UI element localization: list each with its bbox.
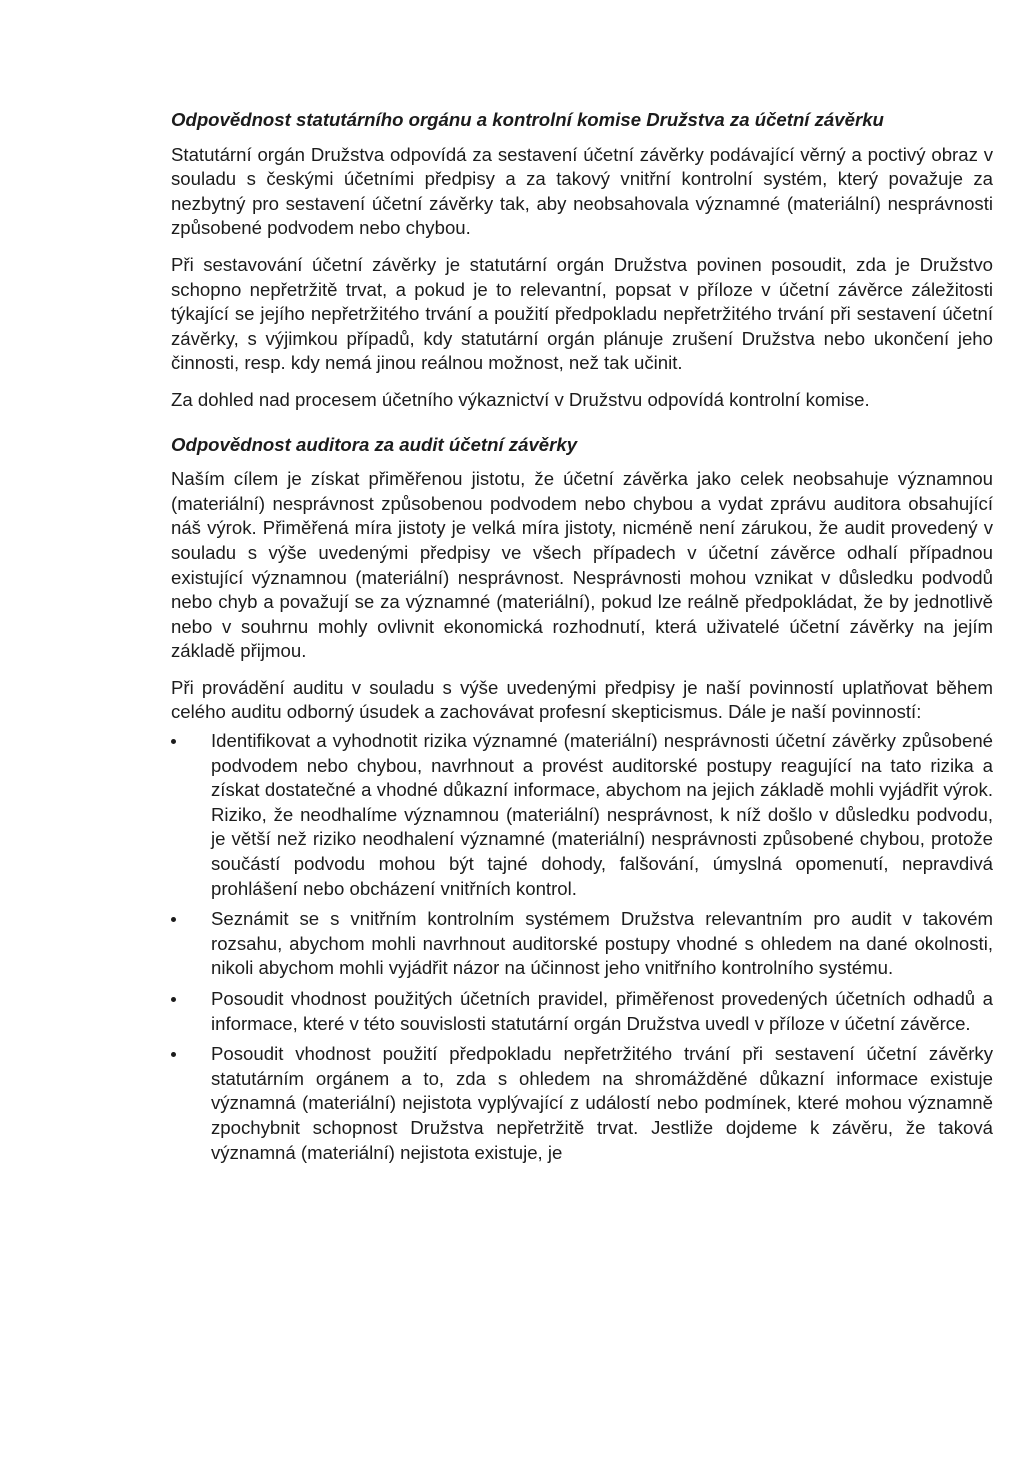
paragraph: Za dohled nad procesem účetního výkaznictví v Družstvu odpovídá kontrolní komise. <box>171 388 870 410</box>
list-item-text: Posoudit vhodnost použití předpokladu nepřetržitého trvání při sestavení účetní závěrky statutárním orgánem a to, zda s ohledem na shromážděné důkazní informace existuje významná (materiální) nejistota vyplývající z událostí nebo podmínek, které mohou významně zpochybnit schopnost Družstva nepřetržitě trvat. Jestliže dojdeme k závěru, že taková významná (materiální) nejistota existuje, je <box>211 1043 993 1163</box>
list-item-text: Identifikovat a vyhodnotit rizika významné (materiální) nesprávnosti účetní závěrky způsobené podvodem nebo chybou, navrhnout a provést auditorské postupy reagující na tato rizika a získat dostatečné a vhodné důkazní informace, abychom na jejich základě mohli vyjádřit výrok. Riziko, že neodhalíme významnou (materiální) nesprávnost, k níž došlo v důsledku podvodu, je větší než riziko neodhalení významné (materiální) nesprávnosti způsobené chybou, protože součástí podvodu mohou být tajné dohody, falšování, úmyslná opomenutí, nepravdivá prohlášení nebo obcházení vnitřních kontrol. <box>211 730 993 899</box>
section-heading-auditor-responsibility: Odpovědnost auditora za audit účetní závěrky <box>171 433 578 455</box>
paragraph: Při sestavování účetní závěrky je statutární orgán Družstva povinen posoudit, zda je Družstvo schopno nepřetržitě trvat, a pokud je to relevantní, popsat v příloze v účetní závěrce záležitosti týkající se jejího nepřetržitého trvání a použití předpokladu nepřetržitého trvání při sestavení účetní závěrky, s výjimkou případů, kdy statutární orgán plánuje zrušení Družstva nebo ukončení jeho činnosti, resp. kdy nemá jinou reálnou možnost, než tak učinit. <box>171 253 993 374</box>
bullet-icon <box>171 997 176 1002</box>
bullet-icon <box>171 917 176 922</box>
auditor-duties-list <box>171 729 993 1165</box>
list-item <box>171 729 993 901</box>
section-heading-management-responsibility: Odpovědnost statutárního orgánu a kontrolní komise Družstva za účetní závěrku <box>171 109 884 130</box>
page-content <box>171 108 993 1171</box>
list-item-text: Seznámit se s vnitřním kontrolním systémem Družstva relevantním pro audit v takovém rozsahu, abychom mohli navrhnout auditorské postupy vhodné s ohledem na dané okolnosti, nikoli abychom mohli vyjádřit názor na účinnost jeho vnitřního kontrolního systému. <box>211 908 993 979</box>
list-item <box>171 987 993 1036</box>
paragraph: Statutární orgán Družstva odpovídá za sestavení účetní závěrky podávající věrný a poctivý obraz v souladu s českými účetními předpisy a za takový vnitřní kontrolní systém, který považuje za nezbytný pro sestavení účetní závěrky tak, aby neobsahovala významné (materiální) nesprávnosti způsobené podvodem nebo chybou. <box>171 143 993 239</box>
list-item-text: Posoudit vhodnost použitých účetních pravidel, přiměřenost provedených účetních odhadů a informace, které v této souvislosti statutární orgán Družstva uvedl v příloze v účetní závěrce. <box>211 988 993 1034</box>
bullet-icon <box>171 1052 176 1057</box>
paragraph: Při provádění auditu v souladu s výše uvedenými předpisy je naší povinností uplatňovat během celého auditu odborný úsudek a zachovávat profesní skepticismus. Dále je naší povinností: <box>171 676 993 723</box>
list-item <box>171 907 993 981</box>
bullet-icon <box>171 739 176 744</box>
paragraph: Naším cílem je získat přiměřenou jistotu, že účetní závěrka jako celek neobsahuje významnou (materiální) nesprávnost způsobenou podvodem nebo chybou a vydat zprávu auditora obsahující náš výrok. Přiměřená míra jistoty je velká míra jistoty, nicméně není zárukou, že audit provedený v souladu s výše uvedenými předpisy ve všech případech v účetní závěrce odhalí případnou existující významnou (materiální) nesprávnost. Nesprávnosti mohou vznikat v důsledku podvodů nebo chyb a považují se za významné (materiální), pokud lze reálně předpokládat, že by jednotlivě nebo v souhrnu mohly ovlivnit ekonomická rozhodnutí, která uživatelé účetní závěrky na jejím základě přijmou. <box>171 468 993 662</box>
list-item <box>171 1042 993 1165</box>
